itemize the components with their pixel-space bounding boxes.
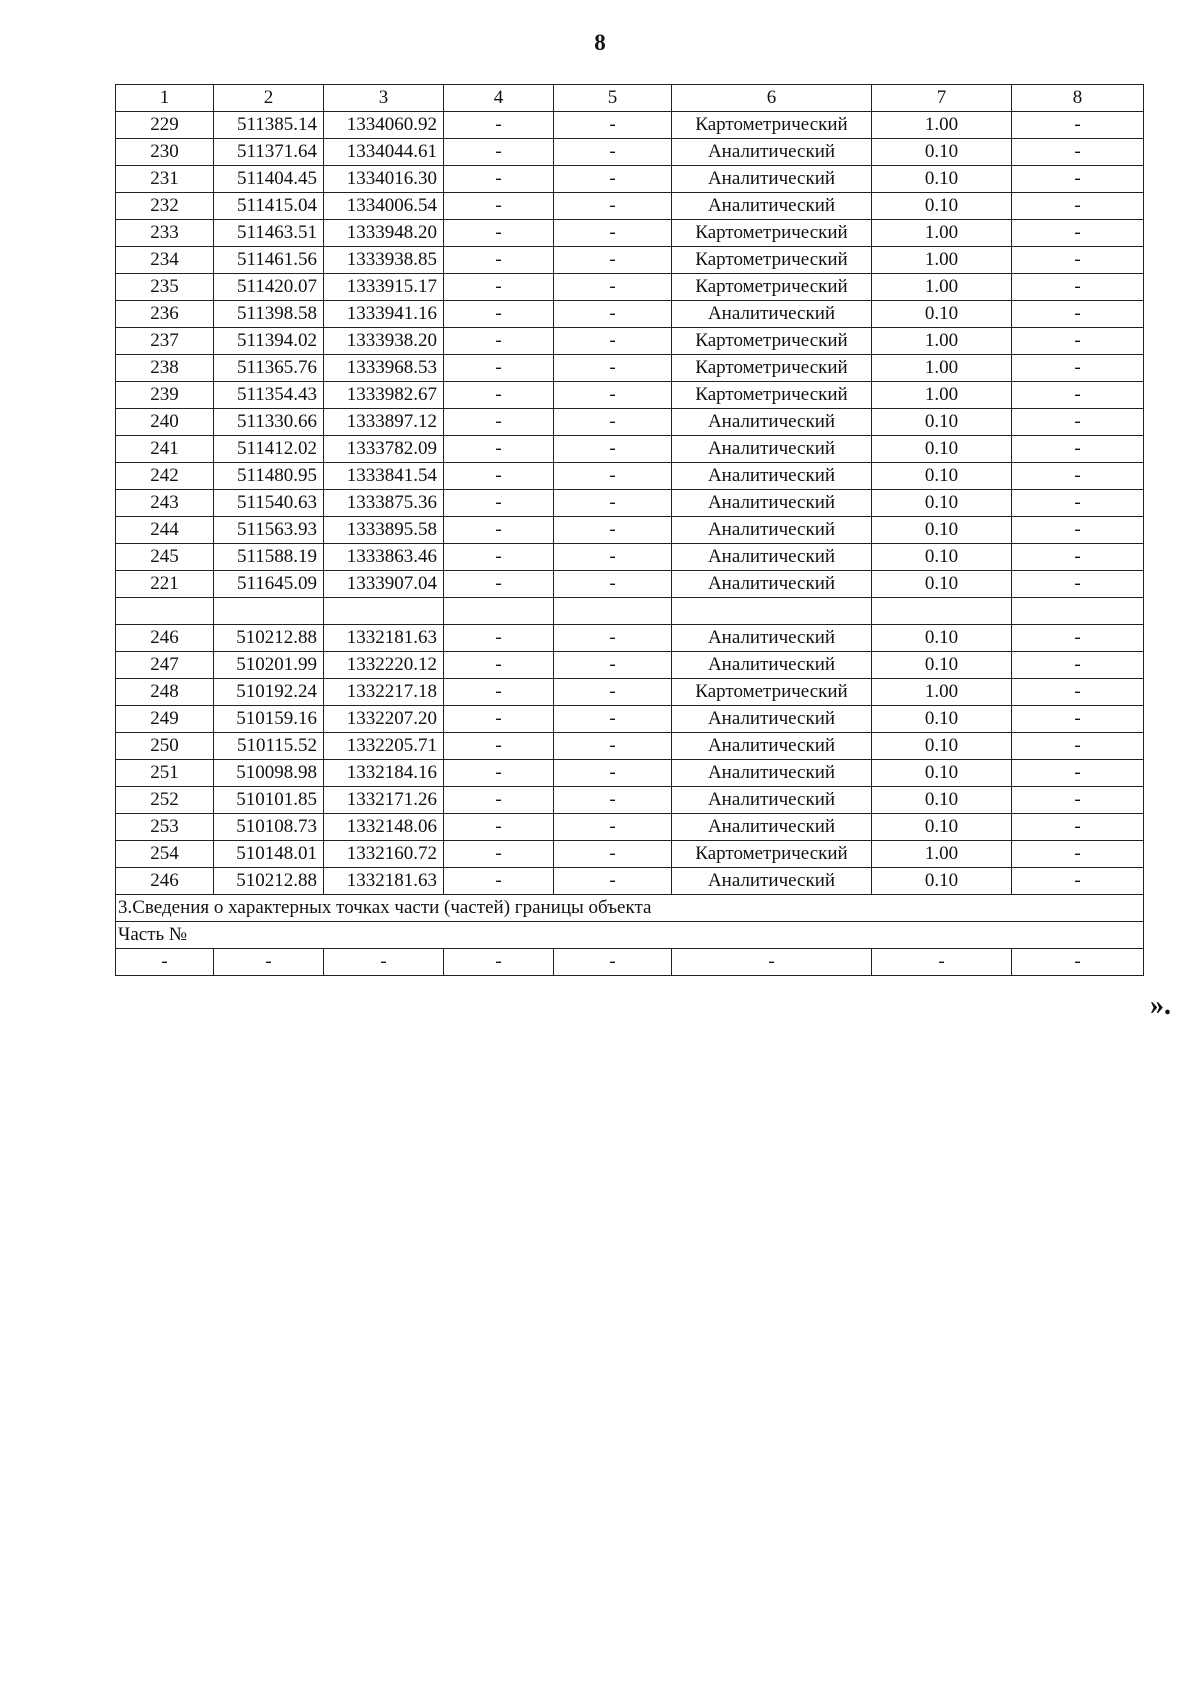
table-cell-col-6: Аналитический [672,193,872,220]
table-cell-col-2 [214,598,324,625]
table-cell-col-3: 1333895.58 [324,517,444,544]
table-cell-col-1: 234 [116,247,214,274]
table-cell-col-3: - [324,949,444,976]
table-cell-col-7: 1.00 [872,220,1012,247]
table-cell-col-8 [1012,598,1144,625]
table-cell-col-2: - [214,949,324,976]
table-cell-col-4: - [444,544,554,571]
table-cell-col-2: 510212.88 [214,868,324,895]
empty-separator-row [116,598,1144,625]
table-cell-col-5: - [554,382,672,409]
table-cell-col-4: - [444,409,554,436]
table-cell-col-1: 229 [116,112,214,139]
table-cell-col-1: 245 [116,544,214,571]
table-cell-col-1: 249 [116,706,214,733]
table-cell-col-4: - [444,517,554,544]
table-cell-col-7: 1.00 [872,841,1012,868]
table-cell-col-5: 5 [554,85,672,112]
table-cell-col-5: - [554,544,672,571]
table-cell-col-7: 1.00 [872,112,1012,139]
table-cell-col-4: - [444,220,554,247]
table-cell-col-1: 246 [116,625,214,652]
table-cell-col-1: 233 [116,220,214,247]
table-cell-col-2: 510098.98 [214,760,324,787]
table-cell-col-2: 511365.76 [214,355,324,382]
table-cell-col-4: - [444,463,554,490]
table-cell-col-8: - [1012,544,1144,571]
table-row [116,409,1144,436]
table-cell-col-2: 511412.02 [214,436,324,463]
table-cell-col-1: 231 [116,166,214,193]
table-cell-col-6: - [672,949,872,976]
table-cell-col-4: - [444,436,554,463]
table-row [116,166,1144,193]
table-cell-col-7: 0.10 [872,409,1012,436]
table-cell-col-8: - [1012,355,1144,382]
table-cell-col-2: 511398.58 [214,301,324,328]
table-cell-col-4: - [444,625,554,652]
table-cell-col-8: - [1012,247,1144,274]
table-cell-col-5: - [554,760,672,787]
table-cell-col-5: - [554,787,672,814]
table-cell-col-7: 1.00 [872,328,1012,355]
table-cell-col-7: 1.00 [872,274,1012,301]
table-cell-col-8: - [1012,733,1144,760]
table-row [116,274,1144,301]
table-cell-col-8: - [1012,517,1144,544]
table-cell-col-2: 510201.99 [214,652,324,679]
table-cell-col-3: 1333938.85 [324,247,444,274]
table-cell-col-2: 510108.73 [214,814,324,841]
table-cell-col-7: 0.10 [872,733,1012,760]
table-cell-col-3: 1332207.20 [324,706,444,733]
closing-quote-mark: ». [1150,990,1171,1021]
table-cell-col-8: - [1012,490,1144,517]
table-cell-col-2: 511645.09 [214,571,324,598]
table-cell-col-3: 1334016.30 [324,166,444,193]
table-cell-col-3: 1332160.72 [324,841,444,868]
table-row [116,868,1144,895]
table-cell-col-3: 1333875.36 [324,490,444,517]
table-cell-col-1: 251 [116,760,214,787]
part-number-row [116,922,1144,949]
table-cell-col-1: 236 [116,301,214,328]
table-cell-col-2: 511563.93 [214,517,324,544]
table-cell-col-1: - [116,949,214,976]
table-cell-col-5: - [554,112,672,139]
table-cell-col-8: - [1012,301,1144,328]
table-cell-col-8: - [1012,868,1144,895]
table-cell-col-1: 253 [116,814,214,841]
table-cell-col-6: Аналитический [672,571,872,598]
table-cell-col-5 [554,598,672,625]
table-cell-col-5: - [554,355,672,382]
table-cell-col-2: 510148.01 [214,841,324,868]
table-cell-col-3: 3 [324,85,444,112]
table-cell-col-1: 240 [116,409,214,436]
table-cell-col-3: 1332220.12 [324,652,444,679]
table-cell-col-3: 1333915.17 [324,274,444,301]
table-cell-col-2: 511330.66 [214,409,324,436]
table-cell-col-6: 6 [672,85,872,112]
table-cell-col-2: 510212.88 [214,625,324,652]
table-cell-col-1: 252 [116,787,214,814]
table-row [116,679,1144,706]
table-cell-col-8: - [1012,949,1144,976]
table-cell-col-1: 241 [116,436,214,463]
table-cell-col-8: - [1012,274,1144,301]
table-row [116,112,1144,139]
table-cell-col-6: Картометрический [672,112,872,139]
table-cell-col-2: 511588.19 [214,544,324,571]
table-cell-col-4: 4 [444,85,554,112]
table-cell-col-4: - [444,571,554,598]
coordinates-table [115,84,1144,976]
table-cell-col-6: Аналитический [672,166,872,193]
table-cell-col-6: Аналитический [672,706,872,733]
table-cell-col-4: - [444,490,554,517]
table-cell-col-7 [872,598,1012,625]
table-cell-col-5: - [554,733,672,760]
table-cell-col-5: - [554,490,672,517]
table-cell-col-5: - [554,652,672,679]
table-cell-col-8: - [1012,193,1144,220]
table-cell-col-8: - [1012,814,1144,841]
table-row [116,544,1144,571]
table-cell-col-4 [444,598,554,625]
table-cell-col-3: 1333782.09 [324,436,444,463]
table-cell-col-6: Картометрический [672,274,872,301]
table-cell-col-1: 244 [116,517,214,544]
table-cell-col-8: - [1012,571,1144,598]
table-cell-col-3: 1333948.20 [324,220,444,247]
table-cell-col-8: - [1012,112,1144,139]
table-cell-col-3: 1332148.06 [324,814,444,841]
table-row [116,193,1144,220]
table-cell-col-6: Аналитический [672,760,872,787]
table-cell-col-3: 1334006.54 [324,193,444,220]
table-row [116,571,1144,598]
table-cell-col-8: - [1012,787,1144,814]
table-cell-col-8: - [1012,841,1144,868]
table-cell-col-5: - [554,436,672,463]
table-cell-col-5: - [554,679,672,706]
table-cell-col-6: Картометрический [672,841,872,868]
table-cell-col-5: - [554,625,672,652]
section-3-title-row-text: 3.Сведения о характерных точках части (частей) границы объекта [116,895,1144,922]
table-cell-col-7: 0.10 [872,760,1012,787]
table-cell-col-3: 1334060.92 [324,112,444,139]
table-row [116,463,1144,490]
table-cell-col-2: 511540.63 [214,490,324,517]
table-cell-col-5: - [554,409,672,436]
table-cell-col-1: 1 [116,85,214,112]
table-cell-col-2: 511394.02 [214,328,324,355]
table-cell-col-6: Аналитический [672,517,872,544]
table-cell-col-7: 0.10 [872,544,1012,571]
table-row [116,841,1144,868]
table-cell-col-6: Аналитический [672,787,872,814]
table-cell-col-3: 1332205.71 [324,733,444,760]
table-cell-col-2: 510159.16 [214,706,324,733]
table-cell-col-4: - [444,112,554,139]
page-number: 8 [594,30,606,55]
table-cell-col-5: - [554,463,672,490]
table-cell-col-4: - [444,760,554,787]
table-cell-col-3: 1333863.46 [324,544,444,571]
table-cell-col-3: 1333841.54 [324,463,444,490]
table-cell-col-1: 254 [116,841,214,868]
table-cell-col-5: - [554,571,672,598]
table-cell-col-6: Аналитический [672,544,872,571]
table-cell-col-7: 0.10 [872,166,1012,193]
table-row [116,706,1144,733]
table-cell-col-2: 2 [214,85,324,112]
table-row [116,436,1144,463]
table-cell-col-7: 0.10 [872,193,1012,220]
table-cell-col-1: 221 [116,571,214,598]
table-cell-col-5: - [554,517,672,544]
table-cell-col-4: - [444,301,554,328]
table-cell-col-6: Картометрический [672,679,872,706]
table-cell-col-4: - [444,706,554,733]
table-row [116,301,1144,328]
table-cell-col-2: 511461.56 [214,247,324,274]
table-cell-col-6: Картометрический [672,382,872,409]
table-cell-col-7: 0.10 [872,139,1012,166]
table-cell-col-7: 1.00 [872,382,1012,409]
table-cell-col-5: - [554,139,672,166]
table-row [116,760,1144,787]
table-cell-col-7: 0.10 [872,868,1012,895]
table-cell-col-2: 511404.45 [214,166,324,193]
table-row [116,652,1144,679]
table-row [116,787,1144,814]
table-cell-col-7: 0.10 [872,436,1012,463]
table-row [116,490,1144,517]
table-cell-col-1 [116,598,214,625]
table-cell-col-3: 1333982.67 [324,382,444,409]
table-cell-col-3 [324,598,444,625]
table-cell-col-6: Картометрический [672,220,872,247]
table-cell-col-7: 0.10 [872,463,1012,490]
table-cell-col-7: 0.10 [872,814,1012,841]
table-row [116,355,1144,382]
table-cell-col-6: Аналитический [672,652,872,679]
table-cell-col-4: - [444,679,554,706]
table-cell-col-8: - [1012,706,1144,733]
table-cell-col-6: Аналитический [672,625,872,652]
table-cell-col-5: - [554,868,672,895]
table-cell-col-6: Аналитический [672,436,872,463]
table-body [116,85,1144,976]
table-row [116,733,1144,760]
table-cell-col-6 [672,598,872,625]
dash-row [116,949,1144,976]
table-cell-col-1: 239 [116,382,214,409]
table-cell-col-5: - [554,841,672,868]
table-cell-col-7: 1.00 [872,247,1012,274]
table-cell-col-8: - [1012,139,1144,166]
table-cell-col-1: 243 [116,490,214,517]
table-cell-col-2: 511420.07 [214,274,324,301]
table-cell-col-8: - [1012,463,1144,490]
table-cell-col-6: Картометрический [672,247,872,274]
table-cell-col-3: 1333968.53 [324,355,444,382]
table-cell-col-6: Картометрический [672,328,872,355]
table-cell-col-4: - [444,247,554,274]
table-cell-col-5: - [554,949,672,976]
table-row [116,382,1144,409]
table-row [116,517,1144,544]
table-cell-col-2: 510192.24 [214,679,324,706]
table-cell-col-1: 246 [116,868,214,895]
table-cell-col-7: 7 [872,85,1012,112]
table-cell-col-2: 510115.52 [214,733,324,760]
table-row [116,814,1144,841]
table-cell-col-8: 8 [1012,85,1144,112]
table-cell-col-6: Аналитический [672,301,872,328]
table-cell-col-2: 511463.51 [214,220,324,247]
table-cell-col-7: 0.10 [872,517,1012,544]
table-cell-col-4: - [444,868,554,895]
table-cell-col-8: - [1012,679,1144,706]
table-cell-col-5: - [554,814,672,841]
table-cell-col-5: - [554,193,672,220]
table-row [116,328,1144,355]
table-cell-col-2: 511371.64 [214,139,324,166]
table-cell-col-8: - [1012,760,1144,787]
section-3-title-row [116,895,1144,922]
table-cell-col-1: 237 [116,328,214,355]
table-cell-col-7: 0.10 [872,571,1012,598]
table-cell-col-4: - [444,382,554,409]
table-cell-col-1: 247 [116,652,214,679]
table-cell-col-5: - [554,220,672,247]
table-cell-col-4: - [444,814,554,841]
table-cell-col-8: - [1012,382,1144,409]
table-cell-col-8: - [1012,220,1144,247]
table-cell-col-6: Аналитический [672,490,872,517]
table-cell-col-8: - [1012,409,1144,436]
table-cell-col-4: - [444,733,554,760]
table-cell-col-4: - [444,355,554,382]
table-cell-col-2: 511480.95 [214,463,324,490]
table-header-row [116,85,1144,112]
table-cell-col-2: 510101.85 [214,787,324,814]
table-cell-col-3: 1332217.18 [324,679,444,706]
table-cell-col-6: Аналитический [672,814,872,841]
table-cell-col-7: 1.00 [872,679,1012,706]
table-cell-col-4: - [444,193,554,220]
table-cell-col-4: - [444,139,554,166]
table-cell-col-7: 0.10 [872,787,1012,814]
table-cell-col-7: 0.10 [872,625,1012,652]
table-cell-col-3: 1333941.16 [324,301,444,328]
table-cell-col-6: Аналитический [672,733,872,760]
table-cell-col-4: - [444,652,554,679]
table-cell-col-4: - [444,328,554,355]
table-cell-col-3: 1333907.04 [324,571,444,598]
table-cell-col-6: Аналитический [672,868,872,895]
table-cell-col-3: 1333938.20 [324,328,444,355]
table-cell-col-6: Аналитический [672,409,872,436]
table-cell-col-4: - [444,787,554,814]
table-cell-col-4: - [444,841,554,868]
table-row [116,220,1144,247]
table-cell-col-7: 0.10 [872,652,1012,679]
table-cell-col-2: 511354.43 [214,382,324,409]
table-row [116,625,1144,652]
table-cell-col-7: - [872,949,1012,976]
table-cell-col-4: - [444,274,554,301]
table-cell-col-1: 232 [116,193,214,220]
table-cell-col-1: 250 [116,733,214,760]
table-cell-col-3: 1332184.16 [324,760,444,787]
table-cell-col-4: - [444,166,554,193]
table-cell-col-1: 230 [116,139,214,166]
table-row [116,139,1144,166]
table-cell-col-3: 1333897.12 [324,409,444,436]
table-cell-col-6: Картометрический [672,355,872,382]
table-cell-col-2: 511415.04 [214,193,324,220]
table-cell-col-3: 1334044.61 [324,139,444,166]
table-cell-col-1: 238 [116,355,214,382]
table-cell-col-1: 242 [116,463,214,490]
table-cell-col-7: 0.10 [872,301,1012,328]
table-row [116,247,1144,274]
table-cell-col-5: - [554,166,672,193]
table-cell-col-5: - [554,328,672,355]
table-cell-col-6: Аналитический [672,139,872,166]
table-cell-col-5: - [554,301,672,328]
table-cell-col-8: - [1012,166,1144,193]
table-cell-col-3: 1332181.63 [324,625,444,652]
table-cell-col-5: - [554,274,672,301]
table-cell-col-5: - [554,706,672,733]
table-cell-col-2: 511385.14 [214,112,324,139]
table-cell-col-1: 248 [116,679,214,706]
table-cell-col-8: - [1012,328,1144,355]
table-cell-col-3: 1332181.63 [324,868,444,895]
table-cell-col-1: 235 [116,274,214,301]
table-cell-col-3: 1332171.26 [324,787,444,814]
table-cell-col-8: - [1012,625,1144,652]
table-cell-col-6: Аналитический [672,463,872,490]
table-cell-col-8: - [1012,652,1144,679]
table-cell-col-4: - [444,949,554,976]
table-cell-col-7: 0.10 [872,490,1012,517]
part-number-row-text: Часть № [116,922,1144,949]
table-cell-col-5: - [554,247,672,274]
table-cell-col-8: - [1012,436,1144,463]
table-cell-col-7: 1.00 [872,355,1012,382]
table-cell-col-7: 0.10 [872,706,1012,733]
